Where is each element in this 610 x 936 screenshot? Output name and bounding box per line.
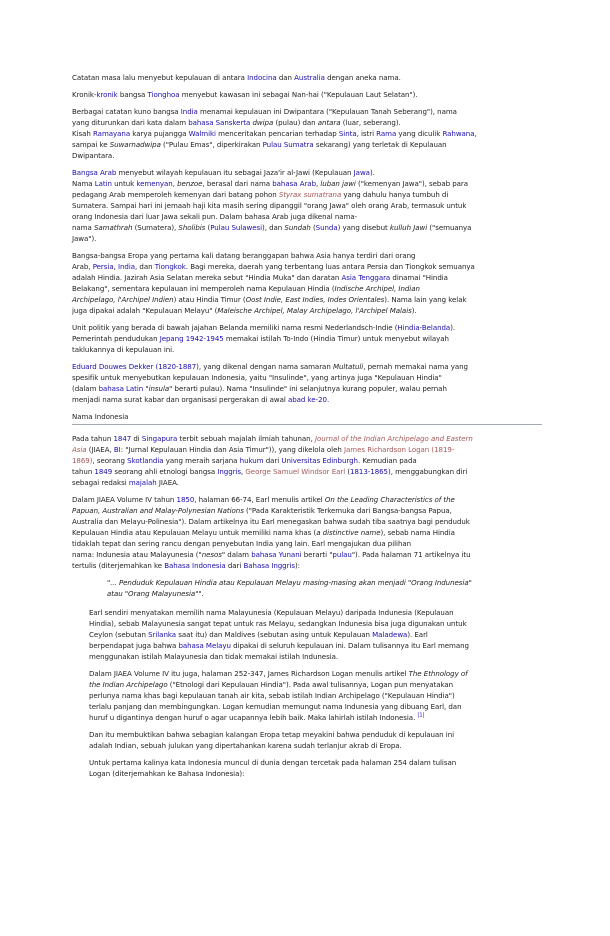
line xyxy=(72,139,542,150)
link-kemenyan[interactable]: kemenyan xyxy=(136,179,173,188)
text: , seorang xyxy=(92,456,128,465)
link-eduard-douwes-dekker[interactable]: Eduard Douwes Dekker (1820-1887) xyxy=(72,362,199,371)
text: " xyxy=(143,384,149,393)
paragraph-european-names xyxy=(72,250,542,316)
text: Arab, xyxy=(72,262,93,271)
link-bahasa-arab[interactable]: bahasa Arab xyxy=(272,179,316,188)
link-bahasa-inggris[interactable]: Bahasa Inggris xyxy=(243,561,295,570)
line xyxy=(72,189,542,200)
text: ). xyxy=(450,323,456,332)
text: Nama xyxy=(72,179,95,188)
paragraph-logan-article xyxy=(89,668,542,723)
text: menjadi nama surat kabar dan organisasi pergerakan di awal xyxy=(72,395,288,404)
text: ). Earl xyxy=(407,630,428,639)
link-kronik[interactable]: kronik xyxy=(96,90,118,99)
text: ( xyxy=(310,223,316,232)
text: , pernah memakai nama yang xyxy=(363,362,468,371)
line xyxy=(89,679,542,690)
link-journal-title-end[interactable]: Asia xyxy=(72,445,87,454)
term-article-title-end: Papuan, Australian and Malay-Polynesian Nations xyxy=(72,506,244,515)
section-heading: Nama Indonesia xyxy=(72,411,542,425)
text: tidaklah tepat dan sering rancu dengan penyebutan India yang lain. Earl mengajukan dua pilihan xyxy=(72,539,412,548)
link-abad-ke-20[interactable]: abad ke-20 xyxy=(287,395,327,404)
text: ), sebab nama Hindia xyxy=(380,528,455,537)
paragraph-political-unit xyxy=(72,322,542,355)
text: Kronik- xyxy=(72,90,97,99)
text: Hindia), sebab Malayunesia sangat tepat untuk ras Melayu, sedangkan Indunesia bisa juga digunakan untuk xyxy=(89,619,467,628)
text: sampai ke xyxy=(72,140,110,149)
line xyxy=(89,640,542,651)
link-pulau[interactable]: pulau xyxy=(332,550,352,559)
link-bahasa-yunani[interactable]: bahasa Yunani xyxy=(251,550,302,559)
text: (Sumatera), xyxy=(132,223,179,232)
text: ), menggabungkan diri xyxy=(388,467,468,476)
link-rahwana[interactable]: Rahwana xyxy=(442,129,475,138)
term-article-title: On the Leading Characteristics of the xyxy=(324,495,455,504)
line xyxy=(72,294,542,305)
text: ("Pulau Emas", diperkirakan xyxy=(160,140,263,149)
line xyxy=(89,651,542,662)
paragraph-chronicles xyxy=(72,89,542,100)
text: yang diturunkan dari kata dalam xyxy=(72,118,189,127)
quote-line: atau "Orang Malayunesia"". xyxy=(107,589,204,598)
line xyxy=(72,233,542,244)
line xyxy=(72,361,542,372)
text: : "Jurnal Kepulauan Hindia dan Asia Timur")), yang dikelola oleh xyxy=(120,445,344,454)
term-multatuli: Multatuli xyxy=(332,362,364,371)
text: (dalam xyxy=(72,384,99,393)
link-styrax-sumatrana[interactable]: Styrax sumatrana xyxy=(278,190,342,199)
text: (luar, seberang). xyxy=(340,118,401,127)
text: Catatan masa lalu menyebut kepulauan di antara xyxy=(72,73,248,82)
line: adalah Indian, sebuah julukan yang dipertahankan karena sudah terlanjur akrab di Eropa. xyxy=(89,741,402,750)
term-ethnology-title: The Ethnology of xyxy=(408,669,468,678)
text: juga dipakai adalah "Kepulauan Melayu" ( xyxy=(72,306,218,315)
text: , yang dikenal dengan nama samaran xyxy=(198,362,333,371)
term-sundah: Sundah xyxy=(284,223,311,232)
text: tertulis (diterjemahkan ke xyxy=(72,561,165,570)
line xyxy=(72,106,542,117)
text: . Kemudian pada xyxy=(357,456,417,465)
link-indocina[interactable]: Indocina xyxy=(247,73,277,82)
line xyxy=(89,607,542,618)
link-maladewa[interactable]: Maladewa xyxy=(372,630,408,639)
text: yang meraih sarjana xyxy=(163,456,240,465)
link-bi[interactable]: BI xyxy=(113,445,121,454)
text: menamai kepulauan ini Dwipantara ("Kepulauan Tanah Seberang"), nama xyxy=(197,107,457,116)
line xyxy=(72,250,542,261)
link-james-richardson-logan[interactable]: James Richardson Logan (1819- xyxy=(343,445,455,454)
text: Dalam JIAEA Volume IV itu juga, halaman 252-347, James Richardson Logan menulis artikel xyxy=(89,669,409,678)
term-ethnology-title-end: the Indian Archipelago xyxy=(89,680,168,689)
text: untuk xyxy=(111,179,137,188)
text: JIAEA. xyxy=(156,478,179,487)
line: Logan (diterjemahkan ke Bahasa Indonesia): xyxy=(89,769,245,778)
text: dari xyxy=(225,561,244,570)
term-sholibis: Sholibis xyxy=(178,223,206,232)
text: Australia dan Melayu-Polinesia"). Dalam artikelnya itu Earl menegaskan bahwa sudah tiba saatnya bagi penduduk xyxy=(72,517,470,526)
line xyxy=(72,394,542,405)
text: taklukannya di kepulauan ini. xyxy=(72,345,175,354)
paragraph-earl-article xyxy=(72,494,542,571)
text: . xyxy=(326,395,330,404)
text: menyebut wilayah kepulauan itu sebagai Jaza'ir al-Jawi (Kepulauan xyxy=(116,168,354,177)
text: pedagang Arab memperoleh kemenyan dari batang pohon xyxy=(72,190,279,199)
text: saat itu) dan Maldives (sebutan asing untuk Kepulauan xyxy=(176,630,373,639)
link-journal-title[interactable]: Journal of the Indian Archipelago and Eastern xyxy=(314,434,473,443)
link-rama[interactable]: Rama xyxy=(376,129,397,138)
text: ("kemenyan Jawa"), sebab para xyxy=(355,179,469,188)
text: spesifik untuk menyebutkan kepulauan Indonesia, yaitu "Insulinde", yang artinya juga "Kepulauan Hindia" xyxy=(72,373,442,382)
line xyxy=(72,466,542,477)
text: , xyxy=(316,179,321,188)
text: ("Pada Karakteristik Terkemuka dari Bangsa-bangsa Papua, xyxy=(243,506,452,515)
line xyxy=(72,261,542,272)
term-indian-archipelago: Archipelago, l'Archipel Indien xyxy=(72,295,174,304)
link-india[interactable]: India xyxy=(180,107,198,116)
term-luban-jawi: luban jawi xyxy=(320,179,356,188)
link-tiongkok[interactable]: Tiongkok xyxy=(154,262,186,271)
link-earl-years[interactable]: 1813-1865 xyxy=(350,467,388,476)
link-sinta[interactable]: Sinta xyxy=(338,129,357,138)
text: Earl sendiri menyatakan memilih nama Malayunesia (Kepulauan Melayu) daripada Indunesia (Kepulauan xyxy=(89,608,454,617)
text: terbit sebuah majalah ilmiah tahunan, xyxy=(177,434,315,443)
text: ( xyxy=(205,223,211,232)
link-hindia-belanda[interactable]: Hindia-Belanda xyxy=(397,323,451,332)
link-logan-years[interactable]: 1869) xyxy=(72,456,93,465)
link-universitas-edinburgh[interactable]: Universitas Edinburgh xyxy=(281,456,358,465)
link-jawa[interactable]: Jawa xyxy=(353,168,370,177)
blockquote-earl xyxy=(107,577,542,599)
text: , xyxy=(113,262,118,271)
line xyxy=(72,455,542,466)
term-kulluh-jawi: kulluh Jawi xyxy=(389,223,428,232)
link-ramayana[interactable]: Ramayana xyxy=(92,129,131,138)
link-bahasa-latin[interactable]: bahasa Latin xyxy=(98,384,144,393)
line xyxy=(72,433,542,444)
text: Bangsa-bangsa Eropa yang pertama kali datang beranggapan bahwa Asia hanya terdiri dari orang xyxy=(72,251,416,260)
line xyxy=(72,494,542,505)
link-bahasa-melayu[interactable]: bahasa Melayu xyxy=(178,641,231,650)
text: ). xyxy=(411,306,417,315)
link-1847[interactable]: 1847 xyxy=(113,434,132,443)
text: ), dan xyxy=(262,223,285,232)
line xyxy=(72,372,542,383)
line xyxy=(72,272,542,283)
line xyxy=(89,690,542,701)
line xyxy=(72,527,542,538)
text: tahun xyxy=(72,467,95,476)
text: (JIAEA, xyxy=(86,445,114,454)
text: terlalu panjang dan membingungkan. Logan kemudian memungut nama Indunesia yang dibuang Earl, dan xyxy=(89,702,462,711)
line: Untuk pertama kalinya kata Indonesia muncul di dunia dengan tercetak pada halaman 254 dalam tulisan xyxy=(89,758,457,767)
text: berarti " xyxy=(301,550,333,559)
line xyxy=(72,178,542,189)
line xyxy=(72,322,542,333)
link-hukum[interactable]: hukum xyxy=(239,456,264,465)
paragraph-old-names xyxy=(72,72,542,83)
text: sekarang) yang terletak di Kepulauan xyxy=(313,140,447,149)
link-sunda[interactable]: Sunda xyxy=(315,223,338,232)
link-bangsa-arab[interactable]: Bangsa Arab xyxy=(72,168,117,177)
term-distinctive-name: a distinctive name xyxy=(316,528,381,537)
link-australia[interactable]: Australia xyxy=(294,73,325,82)
line xyxy=(72,477,542,488)
text: Pada tahun xyxy=(72,434,114,443)
line xyxy=(89,618,542,629)
line: Dan itu membuktikan bahwa sebagian kalangan Eropa tetap meyakini bahwa penduduk di kepulauan ini xyxy=(89,730,455,739)
line xyxy=(72,222,542,233)
link-jepang-1942-1945[interactable]: Jepang 1942-1945 xyxy=(159,334,224,343)
text: ( xyxy=(345,467,351,476)
line xyxy=(72,516,542,527)
text: , xyxy=(241,467,246,476)
text: berpendapat juga bahwa xyxy=(89,641,179,650)
term-benzoe: benzoe xyxy=(177,179,203,188)
term-maleische-archipel: Maleische Archipel, Malay Archipelago, l'Archipel Malais xyxy=(217,306,412,315)
term-dwipa: dwipa xyxy=(252,118,274,127)
link-george-samuel-windsor-earl[interactable]: George Samuel Windsor Earl xyxy=(245,467,346,476)
line xyxy=(72,383,542,394)
text: Pemerintah pendudukan xyxy=(72,334,160,343)
paragraph-arab-names xyxy=(72,167,542,244)
text: Belakang", sementara kepulauan ini memperoleh nama Kepulauan Hindia ( xyxy=(72,284,335,293)
line xyxy=(72,167,542,178)
link-sanskerta[interactable]: bahasa Sanskerta xyxy=(188,118,251,127)
term-insula: insula xyxy=(148,384,170,393)
text: "). Pada halaman 71 artikelnya itu xyxy=(351,550,471,559)
line xyxy=(72,128,542,139)
text: Sumatera. Sampai hari ini jemaah haji kita masih sering dipanggil "orang Jawa" oleh orang Arab, termasuk untuk xyxy=(72,201,467,210)
text: , xyxy=(172,179,178,188)
link-singapura[interactable]: Singapura xyxy=(141,434,178,443)
line xyxy=(72,344,542,355)
text: dari xyxy=(263,456,282,465)
link-asia-tenggara[interactable]: Asia Tenggara xyxy=(341,273,391,282)
text: ). xyxy=(369,168,375,177)
text: Kisah xyxy=(72,129,93,138)
link-skotlandia[interactable]: Skotlandia xyxy=(127,456,164,465)
line xyxy=(72,538,542,549)
paragraph-jiaea xyxy=(72,433,542,488)
line xyxy=(72,505,542,516)
term-samathrah: Samathrah xyxy=(93,223,133,232)
link-walmiki[interactable]: Walmiki xyxy=(188,129,216,138)
text: Dalam JIAEA Volume IV tahun xyxy=(72,495,177,504)
text: adalah Hindia. Jazirah Asia Selatan mereka sebut "Hindia Muka" dan daratan xyxy=(72,273,342,282)
link-1850[interactable]: 1850 xyxy=(176,495,195,504)
text: ). Nama lain yang kelak xyxy=(384,295,467,304)
line xyxy=(72,444,542,455)
link-tionghoa[interactable]: Tionghoa xyxy=(147,90,180,99)
term-indische-archipel: Indische Archipel, Indian xyxy=(334,284,420,293)
text: , xyxy=(474,129,477,138)
text: (pulau) dan xyxy=(273,118,318,127)
text: " dalam xyxy=(221,550,252,559)
text: Jawa"). xyxy=(72,234,97,243)
text: dipakai di seluruh kepulauan ini. Dalam tulisannya itu Earl memang xyxy=(230,641,469,650)
text: menyebut kawasan ini sebagai Nan-hai ("Kepulauan Laut Selatan"). xyxy=(179,90,418,99)
text: , halaman 66-74, Earl menulis artikel xyxy=(194,495,325,504)
text: perlunya nama khas bagi kepulauan tanah air kita, sebab istilah Indian Archipelago ("Kepulauan Hindia") xyxy=(89,691,455,700)
link-pulau-sumatra[interactable]: Pulau Sumatra xyxy=(262,140,314,149)
text: , istri xyxy=(356,129,377,138)
quote-line: "... Penduduk Kepulauan Hindia atau Kepulauan Melayu masing-masing akan menjadi "Orang Indunesia" xyxy=(107,578,472,587)
text: ("semuanya xyxy=(427,223,472,232)
paragraph-first-print xyxy=(89,757,542,779)
text: ): xyxy=(294,561,301,570)
text: ) yang disebut xyxy=(337,223,390,232)
link-majalah[interactable]: majalah xyxy=(128,478,157,487)
link-srilanka[interactable]: Srilanka xyxy=(148,630,177,639)
text: . Bagi mereka, daerah yang terbentang luas antara Persia dan Tiongkok semuanya xyxy=(185,262,475,271)
text: orang Indonesia dari luar Jawa sekali pun. Dalam bahasa Arab juga dikenal nama- xyxy=(72,212,358,221)
line xyxy=(72,560,542,571)
line xyxy=(89,629,542,640)
text: memakai istilah To-Indo (Hindia Timur) untuk menyebut wilayah xyxy=(223,334,449,343)
link-latin[interactable]: Latin xyxy=(94,179,112,188)
paragraph-european-belief xyxy=(89,729,542,751)
line xyxy=(72,549,542,560)
line xyxy=(72,150,542,161)
link-1849[interactable]: 1849 xyxy=(94,467,113,476)
line xyxy=(72,305,542,316)
text: seorang ahli etnologi bangsa xyxy=(112,467,218,476)
text: ("Etnologi dari Kepulauan Hindia"). Pada awal tulisannya, Logan pun menyatakan xyxy=(167,680,454,689)
text: dan xyxy=(276,73,295,82)
line xyxy=(72,283,542,294)
paragraph-india-records xyxy=(72,106,542,161)
line xyxy=(72,211,542,222)
line xyxy=(72,200,542,211)
text: bangsa xyxy=(117,90,148,99)
text: yang diculik xyxy=(396,129,443,138)
link-pulau-sulawesi[interactable]: Pulau Sulawesi xyxy=(210,223,263,232)
text: Berbagai catatan kuno bangsa xyxy=(72,107,181,116)
text: Unit politik yang berada di bawah jajahan Belanda memiliki nama resmi Nederlandsch-Indie ( xyxy=(72,323,398,332)
text: menceritakan pencarian terhadap xyxy=(215,129,339,138)
text: nama xyxy=(72,223,94,232)
text: di xyxy=(131,434,142,443)
text: nama: Indunesia atau Malayunesia (" xyxy=(72,550,202,559)
term-nesos: nesos xyxy=(201,550,222,559)
article-content xyxy=(72,72,542,785)
line xyxy=(72,333,542,344)
link-persia[interactable]: Persia xyxy=(92,262,114,271)
text: , dan xyxy=(135,262,155,271)
line xyxy=(72,117,542,128)
text: yang dahulu hanya tumbuh di xyxy=(341,190,449,199)
link-bahasa-indonesia[interactable]: Bahasa Indonesia xyxy=(164,561,226,570)
line xyxy=(89,712,542,723)
text: " berarti pulau). Nama "Insulinde" ini selanjutnya kurang populer, walau pernah xyxy=(169,384,447,393)
text: sebagai redaksi xyxy=(72,478,129,487)
link-inggris[interactable]: Inggris xyxy=(217,467,241,476)
text: karya pujangga xyxy=(130,129,189,138)
term-suwarnadwipa: Suwarnadwipa xyxy=(109,140,161,149)
paragraph-insulinde xyxy=(72,361,542,405)
text: huruf u digantinya dengan huruf o agar ucapannya lebih baik. Maka lahirlah istilah Indonesia. xyxy=(89,713,418,722)
term-antara: antara xyxy=(317,118,341,127)
line xyxy=(89,701,542,712)
text: dinamai "Hindia xyxy=(390,273,448,282)
text: , berasal dari nama xyxy=(202,179,273,188)
paragraph-malayunesia xyxy=(89,607,542,662)
text: ) atau Hindia Timur ( xyxy=(173,295,246,304)
text: dengan aneka nama. xyxy=(324,73,401,82)
footnote-ref-1[interactable]: [1] xyxy=(417,712,425,719)
line xyxy=(89,668,542,679)
link-india[interactable]: India xyxy=(117,262,136,271)
text: Dwipantara. xyxy=(72,151,115,160)
text: menggunakan istilah Malayunesia dan tidak memakai istilah Indunesia. xyxy=(89,652,339,661)
term-oost-indie: Oost Indie, East Indies, Indes Orientales xyxy=(245,295,385,304)
text: Ceylon (sebutan xyxy=(89,630,149,639)
text: Kepulauan Hindia atau Kepulauan Melayu untuk memiliki nama khas ( xyxy=(72,528,317,537)
